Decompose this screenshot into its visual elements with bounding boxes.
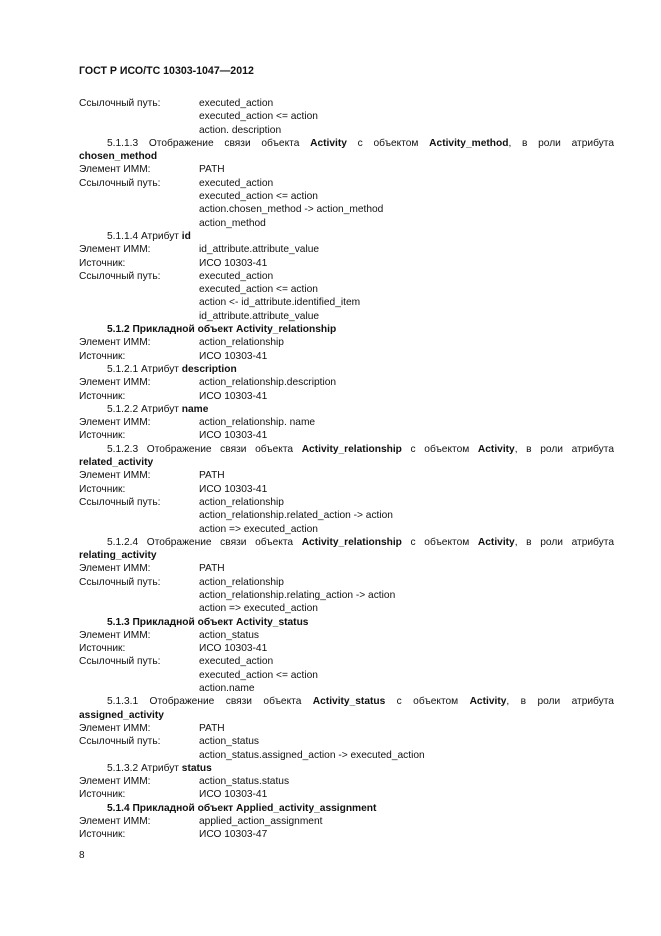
paragraph-text: с объектом: [401, 536, 478, 548]
field-value: PATH: [199, 470, 225, 482]
field-value: applied_action_assignment: [199, 816, 323, 828]
attribute-heading: [79, 762, 614, 775]
field-value: ИСО 10303-47: [199, 829, 268, 841]
field-label: Элемент ИММ:: [79, 164, 151, 176]
field-value: action_status: [199, 736, 260, 748]
field-label: Элемент ИММ:: [79, 244, 151, 256]
field-label: Источник:: [79, 789, 126, 801]
field-row: [79, 483, 614, 496]
field-row: [79, 815, 614, 828]
field-value: PATH: [199, 722, 225, 734]
field-label: Ссылочный путь:: [79, 98, 161, 109]
field-value: action_status: [199, 629, 260, 641]
field-row: [79, 775, 614, 788]
field-label: Элемент ИММ:: [79, 377, 151, 389]
field-value: action_relationship: [199, 496, 284, 508]
field-row: [79, 828, 614, 841]
path-continuation: action.name: [199, 683, 255, 695]
entity-name: relating_activity: [79, 550, 157, 562]
field-row: [79, 642, 614, 655]
path-continuation: executed_action <= action: [199, 284, 318, 296]
path-continuation: executed_action <= action: [199, 669, 318, 681]
field-row: [79, 97, 614, 110]
attribute-heading: [79, 363, 614, 376]
field-row: [79, 163, 614, 176]
field-label: Ссылочный путь:: [79, 270, 161, 282]
field-label: Элемент ИММ:: [79, 417, 151, 429]
field-label: Элемент ИММ:: [79, 629, 151, 641]
field-label: Элемент ИММ:: [79, 776, 151, 788]
field-row: [79, 243, 614, 256]
entity-name: Activity_method: [429, 137, 509, 149]
mapping-paragraph: [79, 137, 614, 164]
path-continuation: action_relationship.related_action -> action: [199, 510, 393, 522]
field-label: Элемент ИММ:: [79, 722, 151, 734]
field-label: Ссылочный путь:: [79, 576, 161, 588]
entity-name: Activity: [477, 443, 515, 455]
field-row: [79, 257, 614, 270]
field-row: [79, 390, 614, 403]
attribute-name: status: [181, 762, 212, 774]
field-row: [79, 496, 614, 509]
entity-name: assigned_activity: [79, 709, 164, 721]
entity-name: Activity: [469, 696, 507, 708]
field-label: Элемент ИММ:: [79, 563, 151, 575]
paragraph-text: , в роли атрибута: [506, 696, 614, 708]
entity-name: Activity_relationship: [301, 536, 402, 548]
page-header: ГОСТ Р ИСО/ТС 10303-1047—2012: [79, 65, 254, 77]
attribute-name: description: [181, 363, 237, 375]
path-continuation: action_status.assigned_action -> executed_action: [199, 749, 425, 761]
field-row: [79, 177, 614, 190]
path-continuation: executed_action <= action: [199, 191, 318, 203]
paragraph-text: , в роли атрибута: [514, 443, 614, 455]
section-heading: 5.1.2 Прикладной объект Activity_relationship: [107, 324, 337, 336]
field-value: ИСО 10303-41: [199, 643, 268, 655]
path-continuation: action_method: [199, 217, 266, 229]
field-label: Элемент ИММ:: [79, 816, 151, 828]
section-heading: 5.1.3 Прикладной объект Activity_status: [107, 616, 309, 628]
path-continuation: action_relationship.relating_action -> action: [199, 589, 396, 601]
paragraph-text: с объектом: [346, 137, 430, 149]
document-body: [79, 97, 614, 842]
field-value: executed_action: [199, 177, 274, 189]
field-label: Источник:: [79, 257, 126, 269]
paragraph-text: 5.1.2.4 Отображение связи объекта: [107, 536, 302, 548]
field-value: ИСО 10303-41: [199, 483, 268, 495]
field-row: [79, 376, 614, 389]
field-value: action_relationship: [199, 576, 284, 588]
path-continuation: action.chosen_method -> action_method: [199, 204, 384, 216]
paragraph-text: 5.1.3.1 Отображение связи объекта: [107, 696, 313, 708]
attribute-heading-prefix: 5.1.2.2 Атрибут: [107, 403, 182, 415]
page-number: 8: [79, 850, 85, 861]
attribute-heading: [79, 403, 614, 416]
entity-name: Activity: [310, 137, 347, 149]
attribute-name: id: [181, 230, 191, 242]
field-value: ИСО 10303-41: [199, 350, 268, 362]
field-row: [79, 629, 614, 642]
field-label: Элемент ИММ:: [79, 470, 151, 482]
field-label: Элемент ИММ:: [79, 337, 151, 349]
attribute-heading: [79, 230, 614, 243]
field-label: Ссылочный путь:: [79, 736, 161, 748]
mapping-paragraph: [79, 536, 614, 563]
path-continuation: action <- id_attribute.identified_item: [199, 297, 361, 309]
field-row: [79, 336, 614, 349]
path-continuation: executed_action <= action: [199, 111, 318, 123]
field-value: ИСО 10303-41: [199, 789, 268, 801]
paragraph-text: , в роли атрибута: [508, 137, 614, 149]
field-value: action_status.status: [199, 776, 290, 788]
field-row: [79, 655, 614, 668]
field-label: Источник:: [79, 483, 126, 495]
paragraph-text: 5.1.1.3 Отображение связи объекта: [107, 137, 311, 149]
field-row: [79, 735, 614, 748]
mapping-paragraph: [79, 443, 614, 470]
field-value: executed_action: [199, 98, 274, 109]
paragraph-text: с объектом: [385, 696, 470, 708]
section-heading: 5.1.4 Прикладной объект Applied_activity_assignment: [107, 802, 377, 814]
field-value: executed_action: [199, 270, 274, 282]
attribute-heading-prefix: 5.1.1.4 Атрибут: [107, 230, 182, 242]
attribute-heading-prefix: 5.1.3.2 Атрибут: [107, 762, 182, 774]
paragraph-text: , в роли атрибута: [514, 536, 614, 548]
entity-name: chosen_method: [79, 151, 158, 163]
field-value: executed_action: [199, 656, 274, 668]
path-continuation: id_attribute.attribute_value: [199, 310, 320, 322]
field-value: action_relationship. name: [199, 417, 316, 429]
paragraph-text: 5.1.2.3 Отображение связи объекта: [107, 443, 302, 455]
entity-name: Activity_relationship: [301, 443, 402, 455]
field-value: action_relationship.description: [199, 377, 337, 389]
attribute-heading-prefix: 5.1.2.1 Атрибут: [107, 363, 182, 375]
field-label: Источник:: [79, 829, 126, 841]
field-row: [79, 562, 614, 575]
path-continuation: action. description: [199, 124, 282, 136]
field-value: ИСО 10303-41: [199, 430, 268, 442]
field-value: PATH: [199, 563, 225, 575]
field-value: action_relationship: [199, 337, 284, 349]
field-row: [79, 270, 614, 283]
entity-name: Activity: [477, 536, 515, 548]
field-label: Источник:: [79, 430, 126, 442]
field-row: [79, 576, 614, 589]
field-label: Источник:: [79, 390, 126, 402]
field-row: [79, 429, 614, 442]
path-continuation: action => executed_action: [199, 523, 318, 535]
path-continuation: action => executed_action: [199, 603, 318, 615]
field-label: Ссылочный путь:: [79, 177, 161, 189]
entity-name: related_activity: [79, 457, 154, 469]
field-label: Источник:: [79, 643, 126, 655]
field-row: [79, 788, 614, 801]
field-row: [79, 350, 614, 363]
field-row: [79, 722, 614, 735]
field-row: [79, 416, 614, 429]
field-value: id_attribute.attribute_value: [199, 244, 320, 256]
mapping-paragraph: [79, 695, 614, 722]
field-label: Ссылочный путь:: [79, 656, 161, 668]
paragraph-text: с объектом: [401, 443, 478, 455]
attribute-name: name: [181, 403, 209, 415]
field-value: ИСО 10303-41: [199, 390, 268, 402]
field-row: [79, 469, 614, 482]
entity-name: Activity_status: [312, 696, 386, 708]
field-value: ИСО 10303-41: [199, 257, 268, 269]
field-label: Ссылочный путь:: [79, 496, 161, 508]
field-value: PATH: [199, 164, 225, 176]
field-label: Источник:: [79, 350, 126, 362]
